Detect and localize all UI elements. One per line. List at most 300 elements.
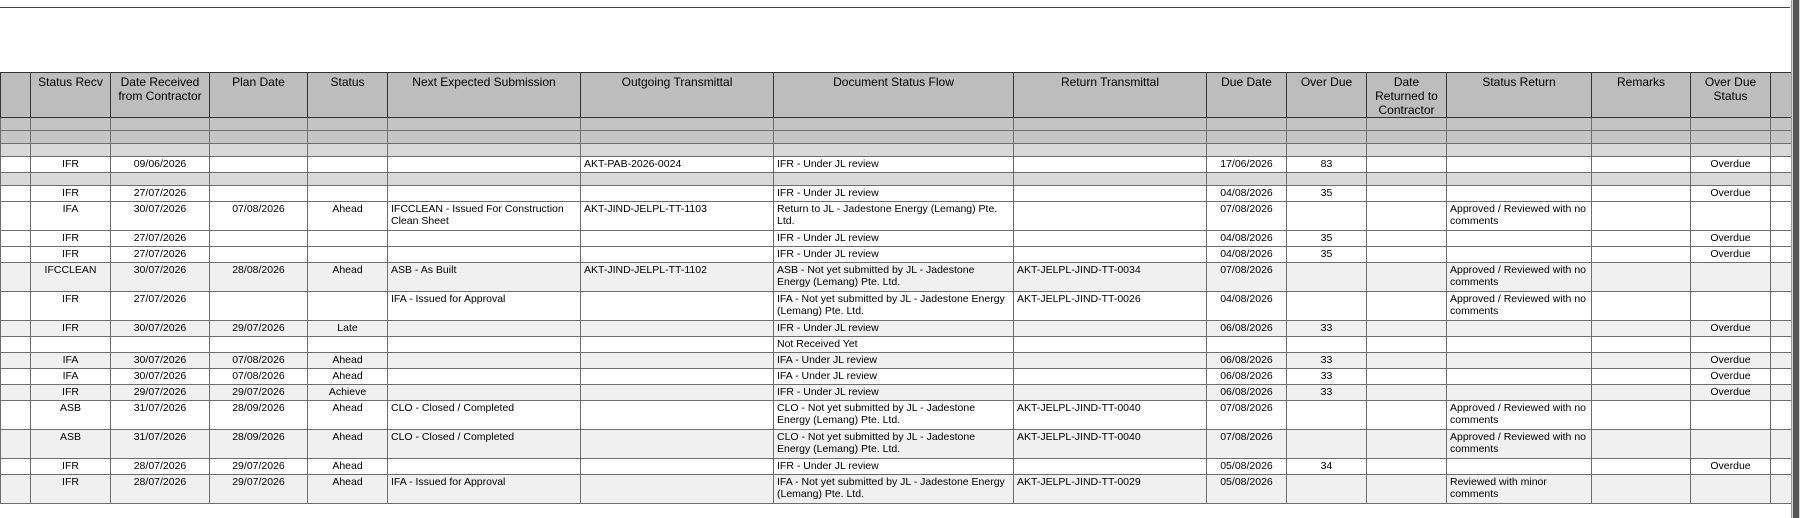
cell-status-return[interactable]: Approved / Reviewed with no comments [1447,430,1592,459]
cell-date-returned[interactable] [1367,292,1447,321]
band-cell[interactable] [111,144,210,157]
band-cell[interactable] [31,118,111,131]
band-cell[interactable] [1,118,31,131]
cell-next-expected-submission[interactable] [388,321,581,337]
cell-next-expected-submission[interactable]: IFA - Issued for Approval [388,292,581,321]
cell-date-received[interactable]: 30/07/2026 [111,202,210,231]
band-cell[interactable] [1014,118,1207,131]
cell-status[interactable]: Ahead [308,430,388,459]
cell-status-return[interactable] [1447,459,1592,475]
cell-plan-date[interactable]: 28/09/2026 [210,430,308,459]
cell-status-return[interactable] [1447,321,1592,337]
cell-due-date[interactable]: 07/08/2026 [1207,401,1287,430]
cell-date-returned[interactable] [1367,337,1447,353]
cell-return-transmittal[interactable]: AKT-JELPL-JIND-TT-0029 [1014,475,1207,504]
cell-due-date[interactable]: 07/08/2026 [1207,263,1287,292]
band-cell[interactable] [1691,144,1771,157]
cell-due-date[interactable]: 04/08/2026 [1207,247,1287,263]
cell-status-return[interactable]: Approved / Reviewed with no comments [1447,263,1592,292]
cell-date-received[interactable]: 31/07/2026 [111,401,210,430]
cell-status-recv[interactable]: IFA [31,353,111,369]
cell-outgoing-transmittal[interactable] [581,430,774,459]
cell-remarks[interactable] [1592,202,1691,231]
cell-date-returned[interactable] [1367,353,1447,369]
cell-remarks[interactable] [1592,321,1691,337]
cell-next-expected-submission[interactable] [388,186,581,202]
cell-outgoing-transmittal[interactable] [581,401,774,430]
cell-plan-date[interactable] [210,186,308,202]
column-header-outgoing-transmittal[interactable]: Outgoing Transmittal [581,73,774,118]
cell-return-transmittal[interactable]: AKT-JELPL-JIND-TT-0040 [1014,401,1207,430]
cell-status[interactable]: Ahead [308,263,388,292]
cell-date-returned[interactable] [1367,369,1447,385]
cell-plan-date[interactable]: 07/08/2026 [210,202,308,231]
cell-plan-date[interactable]: 28/09/2026 [210,401,308,430]
cell-outgoing-transmittal[interactable] [581,475,774,504]
cell-status-recv[interactable]: IFA [31,369,111,385]
band-cell[interactable] [1,144,31,157]
cell-over-due[interactable]: 35 [1287,247,1367,263]
cell-next-expected-submission[interactable]: ASB - As Built [388,263,581,292]
cell-date-returned[interactable] [1367,157,1447,173]
band-cell[interactable] [1367,118,1447,131]
cell-document-status-flow[interactable]: IFR - Under JL review [774,231,1014,247]
band-cell[interactable] [1691,131,1771,144]
cell-document-status-flow[interactable]: IFA - Under JL review [774,369,1014,385]
cell-over-due[interactable]: 34 [1287,459,1367,475]
band-cell[interactable] [210,173,308,186]
cell-document-status-flow[interactable]: IFR - Under JL review [774,321,1014,337]
cell-date-returned[interactable] [1367,231,1447,247]
cell-remarks[interactable] [1592,475,1691,504]
cell-document-status-flow[interactable]: CLO - Not yet submitted by JL - Jadestone Energy (Lemang) Pte. Ltd. [774,401,1014,430]
cell-edge[interactable] [1,385,31,401]
band-cell[interactable] [1,131,31,144]
cell-next-expected-submission[interactable] [388,337,581,353]
cell-remarks[interactable] [1592,337,1691,353]
cell-status-return[interactable] [1447,186,1592,202]
cell-outgoing-transmittal[interactable] [581,369,774,385]
band-cell[interactable] [111,173,210,186]
cell-status-recv[interactable]: IFR [31,292,111,321]
column-header-over-due-status[interactable]: Over Due Status [1691,73,1771,118]
cell-edge[interactable] [1,157,31,173]
cell-status-recv[interactable]: IFR [31,321,111,337]
cell-due-date[interactable]: 04/08/2026 [1207,186,1287,202]
cell-outgoing-transmittal[interactable]: AKT-PAB-2026-0024 [581,157,774,173]
column-header-edge[interactable] [1,73,31,118]
cell-edge[interactable] [1,186,31,202]
cell-date-returned[interactable] [1367,475,1447,504]
band-cell[interactable] [388,131,581,144]
cell-next-expected-submission[interactable] [388,231,581,247]
cell-remarks[interactable] [1592,263,1691,292]
band-cell[interactable] [1014,173,1207,186]
band-cell[interactable] [308,118,388,131]
cell-status[interactable]: Achieve [308,385,388,401]
cell-over-due-status[interactable]: Overdue [1691,369,1771,385]
cell-document-status-flow[interactable]: CLO - Not yet submitted by JL - Jadestone Energy (Lemang) Pte. Ltd. [774,430,1014,459]
column-header-remarks[interactable]: Remarks [1592,73,1691,118]
cell-edge[interactable] [1,475,31,504]
cell-status[interactable] [308,186,388,202]
cell-due-date[interactable]: 06/08/2026 [1207,369,1287,385]
cell-plan-date[interactable] [210,157,308,173]
cell-edge[interactable] [1,353,31,369]
cell-return-transmittal[interactable] [1014,247,1207,263]
cell-document-status-flow[interactable]: IFR - Under JL review [774,186,1014,202]
cell-outgoing-transmittal[interactable] [581,321,774,337]
cell-edge[interactable] [1,263,31,292]
cell-remarks[interactable] [1592,401,1691,430]
cell-status-recv[interactable]: ASB [31,430,111,459]
cell-date-returned[interactable] [1367,247,1447,263]
cell-date-received[interactable]: 30/07/2026 [111,353,210,369]
cell-document-status-flow[interactable]: ASB - Not yet submitted by JL - Jadestone Energy (Lemang) Pte. Ltd. [774,263,1014,292]
band-cell[interactable] [111,118,210,131]
cell-outgoing-transmittal[interactable] [581,247,774,263]
cell-date-received[interactable]: 28/07/2026 [111,459,210,475]
cell-due-date[interactable]: 06/08/2026 [1207,385,1287,401]
cell-status-recv[interactable]: IFR [31,247,111,263]
cell-status-return[interactable] [1447,231,1592,247]
cell-status-return[interactable]: Approved / Reviewed with no comments [1447,401,1592,430]
cell-over-due-status[interactable] [1691,202,1771,231]
cell-next-expected-submission[interactable]: IFCCLEAN - Issued For Construction Clean Sheet [388,202,581,231]
cell-return-transmittal[interactable] [1014,369,1207,385]
cell-next-expected-submission[interactable]: CLO - Closed / Completed [388,401,581,430]
cell-remarks[interactable] [1592,157,1691,173]
band-cell[interactable] [210,144,308,157]
cell-status[interactable]: Ahead [308,353,388,369]
cell-plan-date[interactable] [210,292,308,321]
cell-over-due-status[interactable]: Overdue [1691,157,1771,173]
cell-plan-date[interactable]: 07/08/2026 [210,369,308,385]
cell-due-date[interactable]: 05/08/2026 [1207,459,1287,475]
cell-status[interactable]: Late [308,321,388,337]
cell-status-recv[interactable]: IFR [31,157,111,173]
cell-document-status-flow[interactable]: IFA - Not yet submitted by JL - Jadestone Energy (Lemang) Pte. Ltd. [774,292,1014,321]
cell-over-due[interactable] [1287,475,1367,504]
band-cell[interactable] [1367,131,1447,144]
column-header-date-returned[interactable]: Date Returned to Contractor [1367,73,1447,118]
band-cell[interactable] [1447,173,1592,186]
cell-plan-date[interactable] [210,247,308,263]
cell-edge[interactable] [1,401,31,430]
band-cell[interactable] [1592,173,1691,186]
cell-status-return[interactable] [1447,157,1592,173]
cell-outgoing-transmittal[interactable] [581,353,774,369]
cell-remarks[interactable] [1592,186,1691,202]
cell-status[interactable]: Ahead [308,459,388,475]
cell-remarks[interactable] [1592,292,1691,321]
band-cell[interactable] [1691,173,1771,186]
band-cell[interactable] [210,131,308,144]
cell-document-status-flow[interactable]: IFR - Under JL review [774,385,1014,401]
cell-status-return[interactable] [1447,247,1592,263]
column-header-date-received[interactable]: Date Received from Contractor [111,73,210,118]
cell-plan-date[interactable]: 29/07/2026 [210,475,308,504]
cell-document-status-flow[interactable]: IFA - Not yet submitted by JL - Jadestone Energy (Lemang) Pte. Ltd. [774,475,1014,504]
cell-over-due-status[interactable]: Overdue [1691,321,1771,337]
column-header-next-expected-submission[interactable]: Next Expected Submission [388,73,581,118]
cell-document-status-flow[interactable]: IFR - Under JL review [774,157,1014,173]
cell-document-status-flow[interactable]: IFR - Under JL review [774,247,1014,263]
cell-status[interactable] [308,231,388,247]
cell-remarks[interactable] [1592,247,1691,263]
band-cell[interactable] [1207,131,1287,144]
cell-due-date[interactable]: 05/08/2026 [1207,475,1287,504]
cell-remarks[interactable] [1592,369,1691,385]
cell-next-expected-submission[interactable] [388,385,581,401]
cell-edge[interactable] [1,231,31,247]
cell-outgoing-transmittal[interactable] [581,186,774,202]
cell-status-return[interactable] [1447,353,1592,369]
cell-document-status-flow[interactable]: Return to JL - Jadestone Energy (Lemang) Pte. Ltd. [774,202,1014,231]
band-cell[interactable] [1287,173,1367,186]
cell-status[interactable] [308,292,388,321]
band-cell[interactable] [774,144,1014,157]
cell-date-returned[interactable] [1367,263,1447,292]
band-cell[interactable] [308,173,388,186]
cell-edge[interactable] [1,337,31,353]
band-cell[interactable] [1014,131,1207,144]
cell-plan-date[interactable]: 28/08/2026 [210,263,308,292]
band-cell[interactable] [1207,173,1287,186]
band-cell[interactable] [31,173,111,186]
cell-next-expected-submission[interactable]: IFA - Issued for Approval [388,475,581,504]
cell-plan-date[interactable]: 29/07/2026 [210,321,308,337]
cell-remarks[interactable] [1592,385,1691,401]
band-cell[interactable] [1207,144,1287,157]
cell-next-expected-submission[interactable] [388,157,581,173]
cell-date-received[interactable] [111,337,210,353]
band-cell[interactable] [1207,118,1287,131]
cell-status-recv[interactable]: IFR [31,459,111,475]
cell-due-date[interactable]: 17/06/2026 [1207,157,1287,173]
band-cell[interactable] [774,118,1014,131]
cell-outgoing-transmittal[interactable]: AKT-JIND-JELPL-TT-1102 [581,263,774,292]
cell-over-due[interactable] [1287,401,1367,430]
column-header-status[interactable]: Status [308,73,388,118]
cell-edge[interactable] [1,430,31,459]
cell-status-recv[interactable]: ASB [31,401,111,430]
cell-over-due-status[interactable]: Overdue [1691,459,1771,475]
cell-status-return[interactable]: Reviewed with minor comments [1447,475,1592,504]
band-cell[interactable] [581,173,774,186]
band-cell[interactable] [581,131,774,144]
band-cell[interactable] [31,131,111,144]
scrollbar-thumb[interactable] [1793,0,1799,518]
cell-status-recv[interactable]: IFR [31,231,111,247]
cell-over-due[interactable] [1287,202,1367,231]
band-cell[interactable] [388,144,581,157]
cell-next-expected-submission[interactable] [388,459,581,475]
column-header-document-status-flow[interactable]: Document Status Flow [774,73,1014,118]
band-cell[interactable] [31,144,111,157]
cell-status[interactable]: Ahead [308,475,388,504]
cell-document-status-flow[interactable]: IFR - Under JL review [774,459,1014,475]
cell-return-transmittal[interactable] [1014,353,1207,369]
cell-return-transmittal[interactable] [1014,385,1207,401]
cell-due-date[interactable]: 06/08/2026 [1207,353,1287,369]
cell-remarks[interactable] [1592,430,1691,459]
band-cell[interactable] [774,173,1014,186]
cell-edge[interactable] [1,247,31,263]
cell-return-transmittal[interactable]: AKT-JELPL-JIND-TT-0034 [1014,263,1207,292]
cell-status[interactable]: Ahead [308,369,388,385]
band-cell[interactable] [1447,118,1592,131]
cell-due-date[interactable] [1207,337,1287,353]
cell-status-recv[interactable]: IFR [31,186,111,202]
cell-status[interactable] [308,337,388,353]
band-cell[interactable] [1287,118,1367,131]
band-cell[interactable] [774,131,1014,144]
column-header-return-transmittal[interactable]: Return Transmittal [1014,73,1207,118]
cell-status[interactable] [308,157,388,173]
cell-status-return[interactable]: Approved / Reviewed with no comments [1447,292,1592,321]
cell-status[interactable] [308,247,388,263]
band-cell[interactable] [581,118,774,131]
vertical-scrollbar[interactable] [1791,0,1800,518]
cell-status-return[interactable] [1447,369,1592,385]
cell-edge[interactable] [1,202,31,231]
cell-return-transmittal[interactable] [1014,337,1207,353]
cell-over-due[interactable]: 33 [1287,321,1367,337]
cell-outgoing-transmittal[interactable] [581,385,774,401]
band-cell[interactable] [1592,144,1691,157]
band-cell[interactable] [1367,144,1447,157]
cell-over-due-status[interactable]: Overdue [1691,247,1771,263]
cell-edge[interactable] [1,321,31,337]
cell-return-transmittal[interactable] [1014,157,1207,173]
cell-date-received[interactable]: 29/07/2026 [111,385,210,401]
cell-date-received[interactable]: 27/07/2026 [111,186,210,202]
cell-over-due-status[interactable]: Overdue [1691,186,1771,202]
cell-date-returned[interactable] [1367,401,1447,430]
band-cell[interactable] [1592,131,1691,144]
cell-over-due[interactable]: 33 [1287,353,1367,369]
cell-over-due[interactable]: 33 [1287,385,1367,401]
column-header-over-due[interactable]: Over Due [1287,73,1367,118]
cell-over-due[interactable] [1287,292,1367,321]
band-cell[interactable] [1287,131,1367,144]
band-cell[interactable] [1691,118,1771,131]
cell-date-returned[interactable] [1367,459,1447,475]
cell-return-transmittal[interactable] [1014,186,1207,202]
cell-date-returned[interactable] [1367,321,1447,337]
cell-edge[interactable] [1,459,31,475]
cell-date-received[interactable]: 27/07/2026 [111,292,210,321]
cell-status-return[interactable] [1447,385,1592,401]
cell-over-due-status[interactable] [1691,401,1771,430]
cell-status-recv[interactable] [31,337,111,353]
band-cell[interactable] [388,173,581,186]
cell-due-date[interactable]: 06/08/2026 [1207,321,1287,337]
cell-due-date[interactable]: 04/08/2026 [1207,292,1287,321]
cell-next-expected-submission[interactable]: CLO - Closed / Completed [388,430,581,459]
cell-status[interactable]: Ahead [308,401,388,430]
cell-return-transmittal[interactable] [1014,231,1207,247]
cell-over-due[interactable] [1287,430,1367,459]
cell-return-transmittal[interactable] [1014,202,1207,231]
column-header-status-recv[interactable]: Status Recv [31,73,111,118]
cell-status-recv[interactable]: IFCCLEAN [31,263,111,292]
band-cell[interactable] [1447,144,1592,157]
cell-due-date[interactable]: 04/08/2026 [1207,231,1287,247]
cell-over-due[interactable] [1287,337,1367,353]
band-cell[interactable] [1367,173,1447,186]
band-cell[interactable] [308,131,388,144]
band-cell[interactable] [388,118,581,131]
cell-outgoing-transmittal[interactable] [581,231,774,247]
band-cell[interactable] [308,144,388,157]
cell-date-received[interactable]: 28/07/2026 [111,475,210,504]
column-header-due-date[interactable]: Due Date [1207,73,1287,118]
cell-date-received[interactable]: 30/07/2026 [111,369,210,385]
cell-over-due-status[interactable] [1691,430,1771,459]
cell-outgoing-transmittal[interactable] [581,459,774,475]
cell-next-expected-submission[interactable] [388,369,581,385]
cell-edge[interactable] [1,292,31,321]
band-cell[interactable] [1447,131,1592,144]
band-cell[interactable] [1287,144,1367,157]
cell-status-recv[interactable]: IFR [31,475,111,504]
band-cell[interactable] [111,131,210,144]
band-cell[interactable] [210,118,308,131]
cell-status-recv[interactable]: IFA [31,202,111,231]
cell-status[interactable]: Ahead [308,202,388,231]
cell-date-received[interactable]: 27/07/2026 [111,231,210,247]
cell-status-recv[interactable]: IFR [31,385,111,401]
cell-next-expected-submission[interactable] [388,353,581,369]
cell-remarks[interactable] [1592,459,1691,475]
cell-plan-date[interactable]: 07/08/2026 [210,353,308,369]
cell-over-due-status[interactable] [1691,263,1771,292]
cell-over-due[interactable]: 33 [1287,369,1367,385]
cell-over-due-status[interactable] [1691,292,1771,321]
cell-plan-date[interactable]: 29/07/2026 [210,385,308,401]
cell-due-date[interactable]: 07/08/2026 [1207,202,1287,231]
cell-over-due[interactable]: 83 [1287,157,1367,173]
band-cell[interactable] [581,144,774,157]
cell-date-received[interactable]: 30/07/2026 [111,321,210,337]
cell-over-due[interactable]: 35 [1287,231,1367,247]
cell-next-expected-submission[interactable] [388,247,581,263]
cell-date-returned[interactable] [1367,186,1447,202]
cell-plan-date[interactable] [210,231,308,247]
cell-over-due[interactable]: 35 [1287,186,1367,202]
band-cell[interactable] [1014,144,1207,157]
cell-date-received[interactable]: 31/07/2026 [111,430,210,459]
cell-status-return[interactable]: Approved / Reviewed with no comments [1447,202,1592,231]
cell-document-status-flow[interactable]: IFA - Under JL review [774,353,1014,369]
band-cell[interactable] [1,173,31,186]
cell-outgoing-transmittal[interactable]: AKT-JIND-JELPL-TT-1103 [581,202,774,231]
cell-status-return[interactable] [1447,337,1592,353]
cell-return-transmittal[interactable] [1014,321,1207,337]
band-cell[interactable] [1592,118,1691,131]
cell-date-returned[interactable] [1367,430,1447,459]
cell-date-returned[interactable] [1367,202,1447,231]
cell-outgoing-transmittal[interactable] [581,337,774,353]
cell-over-due-status[interactable] [1691,475,1771,504]
cell-over-due-status[interactable]: Overdue [1691,231,1771,247]
cell-date-received[interactable]: 27/07/2026 [111,247,210,263]
cell-plan-date[interactable]: 29/07/2026 [210,459,308,475]
cell-outgoing-transmittal[interactable] [581,292,774,321]
cell-over-due-status[interactable]: Overdue [1691,385,1771,401]
